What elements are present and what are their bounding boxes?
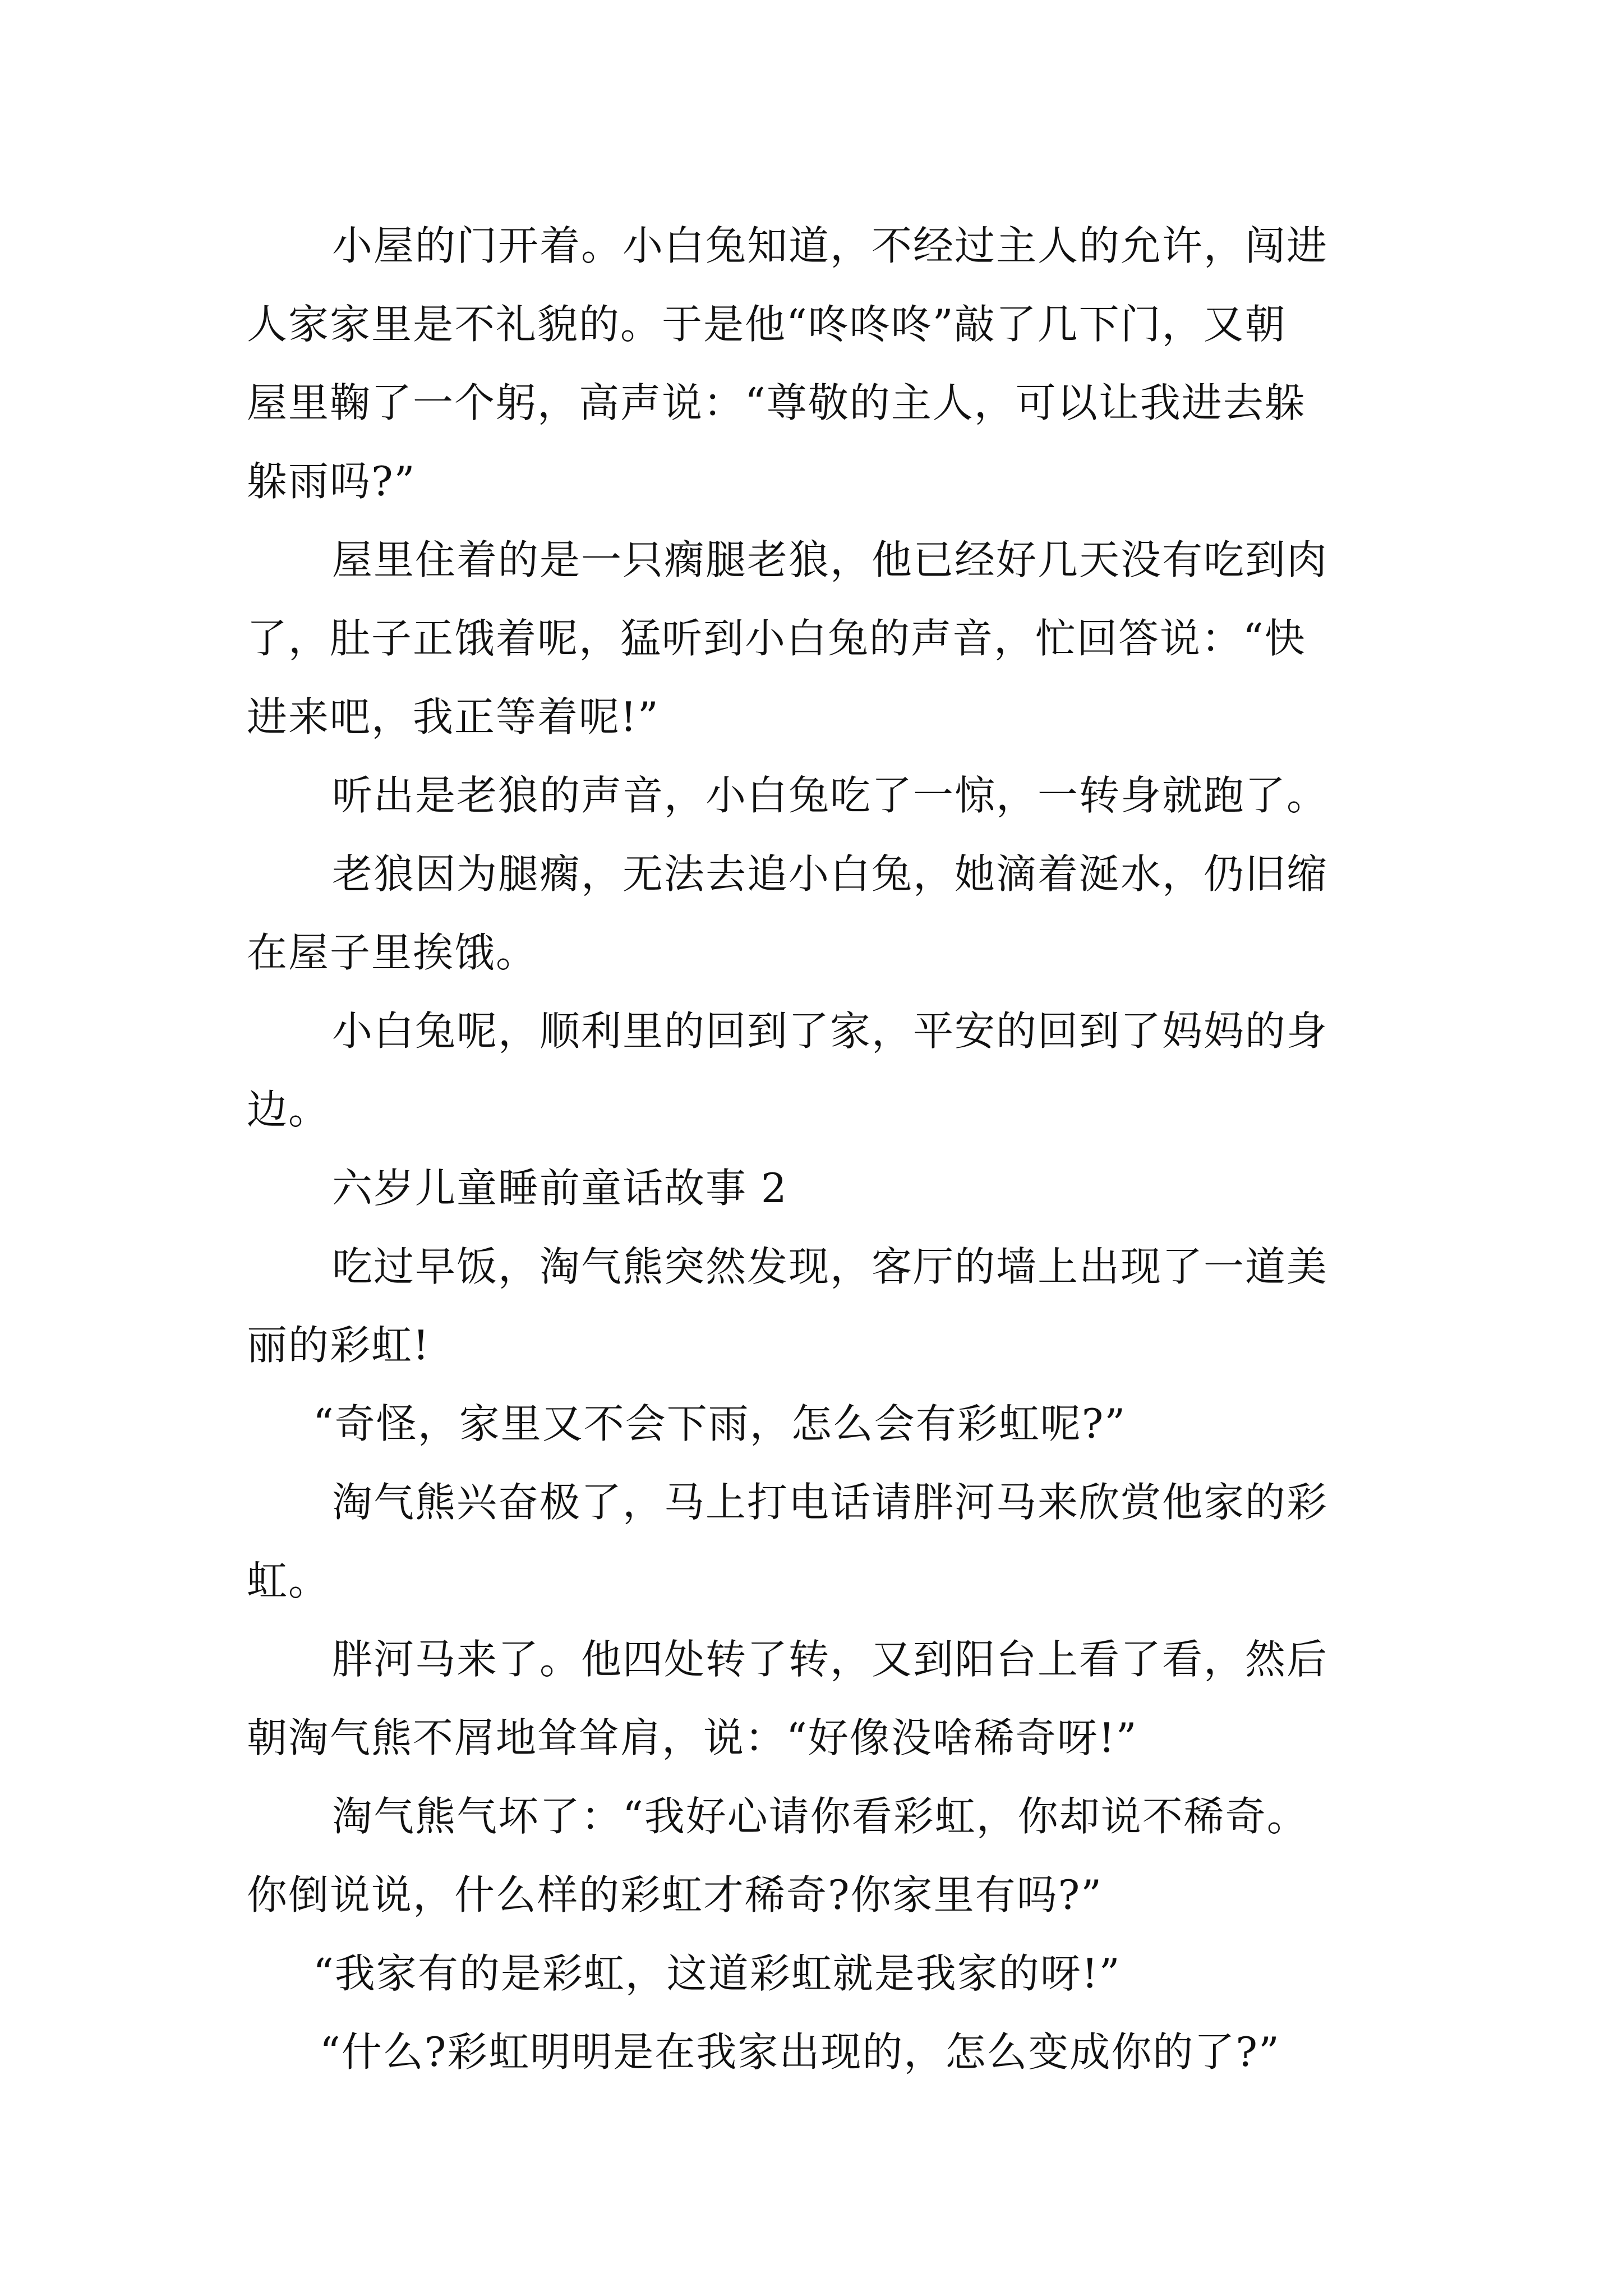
text-line: “我家有的是彩虹，这道彩虹就是我家的呀!” <box>313 1950 1121 1997</box>
text-line: 你倒说说，什么样的彩虹才稀奇?你家里有吗?” <box>247 1871 1103 1918</box>
text-line: 淘气熊气坏了：“我好心请你看彩虹，你却说不稀奇。 <box>332 1793 1308 1840</box>
text-line: 进来吧，我正等着呢!” <box>247 693 660 740</box>
text-line: 在屋子里挨饿。 <box>247 929 538 976</box>
text-line: “奇怪，家里又不会下雨，怎么会有彩虹呢?” <box>313 1400 1127 1447</box>
text-line: 边。 <box>247 1086 330 1133</box>
text-line: 屋里住着的是一只瘸腿老狼，他已经好几天没有吃到肉 <box>332 536 1329 583</box>
text-line: 胖河马来了。他四处转了转，又到阳台上看了看，然后 <box>332 1636 1329 1683</box>
text-line: 躲雨吗?” <box>247 458 416 505</box>
text-line: 淘气熊兴奋极了，马上打电话请胖河马来欣赏他家的彩 <box>332 1479 1329 1526</box>
text-line: “什么?彩虹明明是在我家出现的，怎么变成你的了?” <box>320 2028 1280 2076</box>
section-heading: 六岁儿童睡前童话故事 2 <box>332 1165 788 1212</box>
text-line: 吃过早饭，淘气熊突然发现，客厅的墙上出现了一道美 <box>332 1243 1329 1290</box>
text-line: 听出是老狼的声音，小白兔吃了一惊，一转身就跑了。 <box>332 772 1329 819</box>
text-line: 小屋的门开着。小白兔知道，不经过主人的允许，闯进 <box>332 222 1329 269</box>
text-line: 人家家里是不礼貌的。于是他“咚咚咚”敲了几下门，又朝 <box>247 301 1287 348</box>
story-text <box>247 206 1380 2091</box>
text-line: 屋里鞠了一个躬，高声说：“尊敬的主人，可以让我进去躲 <box>247 379 1306 426</box>
text-line: 了，肚子正饿着呢，猛听到小白兔的声音，忙回答说：“快 <box>247 615 1306 662</box>
text-line: 老狼因为腿瘸，无法去追小白兔，她滴着涎水，仍旧缩 <box>332 850 1329 898</box>
text-line: 朝淘气熊不屑地耸耸肩，说：“好像没啥稀奇呀!” <box>247 1714 1138 1761</box>
text-line: 丽的彩虹! <box>247 1322 430 1369</box>
text-line: 虹。 <box>247 1557 330 1604</box>
text-line: 小白兔呢，顺利里的回到了家，平安的回到了妈妈的身 <box>332 1007 1329 1055</box>
